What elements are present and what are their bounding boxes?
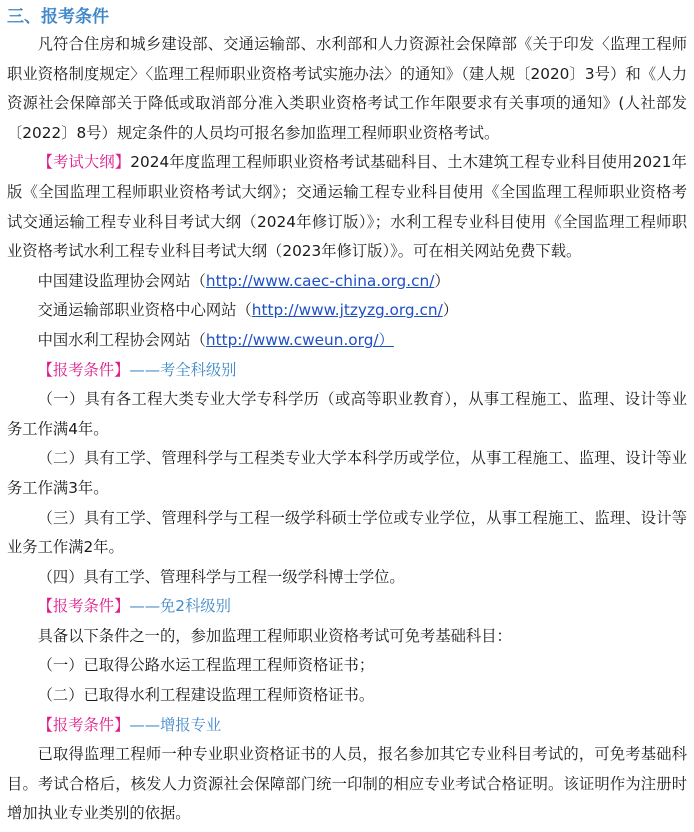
full-exam-item-4: （四）具有工学、管理科学与工程一级学科博士学位。 bbox=[37, 567, 405, 586]
full-exam-item-3: （三）具有工学、管理科学与工程一级学科硕士学位或专业学位，从事工程施工、监理、设计等业务工作满2年。 bbox=[7, 508, 687, 557]
caec-link[interactable]: http://www.caec-china.org.cn/ bbox=[205, 271, 435, 290]
exempt-two-item-2: （二）已取得水利工程建设监理工程师资格证书。 bbox=[37, 686, 375, 705]
full-exam-item-1: （一）具有各工程大类专业大学专科学历（或高等职业教育），从事工程施工、监理、设计等业务工作满4年。 bbox=[7, 390, 687, 438]
condition-tag: 【报考条件】 bbox=[37, 360, 130, 379]
full-exam-heading bbox=[7, 356, 687, 386]
full-exam-item-2: （二）具有工学、管理科学与工程类专业大学本科学历或学位，从事工程施工、监理、设计等业务工作满3年。 bbox=[7, 449, 687, 497]
condition-subtitle: ——免2科级别 bbox=[129, 597, 231, 616]
website-line-caec: 中国建设监理协会网站（http://www.caec-china.org.cn/） bbox=[37, 271, 450, 290]
syllabus-paragraph bbox=[7, 148, 687, 266]
section-heading: 三、报考条件 bbox=[7, 7, 109, 27]
exempt-two-item-1: （一）已取得公路水运工程监理工程师资格证书； bbox=[37, 656, 375, 675]
syllabus-tag: 【考试大纲】 bbox=[37, 153, 131, 172]
condition-subtitle: ——考全科级别 bbox=[129, 360, 237, 379]
condition-tag: 【报考条件】 bbox=[37, 597, 130, 616]
jtzyzg-link[interactable]: http://www.jtzyzg.org.cn/ bbox=[251, 301, 443, 320]
syllabus-text: 2024年度监理工程师职业资格考试基础科目、土木建筑工程专业科目使用2021年版《全国监理工程师职业资格考试大纲》；交通运输工程专业科目使用《全国监理工程师职业资格考试交通运输工程专业科目考试大纲（2024年修订版）》；水利工程专业科目使用《全国监理工程师职业资格考试水利工程专业科目考试大纲（2023年修订版）》。可在相关网站免费下载。 bbox=[7, 153, 687, 261]
website-line-jtzyzg: 交通运输部职业资格中心网站（http://www.jtzyzg.org.cn/） bbox=[37, 301, 459, 320]
add-specialty-heading bbox=[7, 711, 687, 741]
exempt-two-lead: 具备以下条件之一的，参加监理工程师职业资格考试可免考基础科目： bbox=[37, 626, 512, 645]
website-line-cweun bbox=[7, 326, 687, 356]
website-label: 交通运输部职业资格中心网站（ bbox=[37, 301, 252, 320]
condition-tag: 【报考条件】 bbox=[37, 715, 130, 734]
article-body bbox=[7, 0, 687, 829]
cweun-link[interactable]: http://www.cweun.org/） bbox=[205, 330, 394, 349]
add-specialty-text: 已取得监理工程师一种专业职业资格证书的人员，报名参加其它专业科目考试的，可免考基础科目。考试合格后，核发人力资源社会保障部门统一印制的相应专业考试合格证明。该证明作为注册时增加执业专业类别的依据。 bbox=[7, 745, 687, 823]
website-label: 中国建设监理协会网站（ bbox=[37, 271, 206, 290]
website-label: 中国水利工程协会网站（ bbox=[37, 330, 206, 349]
condition-subtitle: ——增报专业 bbox=[129, 715, 222, 734]
exempt-two-heading bbox=[7, 592, 687, 622]
intro-paragraph: 凡符合住房和城乡建设部、交通运输部、水利部和人力资源社会保障部《关于印发〈监理工程师职业资格制度规定〉〈监理工程师职业资格考试实施办法〉的通知》（建人规〔2020〕3号）和《人力资源社会保障部关于降低或取消部分准入类职业资格考试工作年限要求有关事项的通知》(人社部发〔2022〕8号）规定条件的人员均可报名参加监理工程师职业资格考试。 bbox=[7, 35, 687, 142]
